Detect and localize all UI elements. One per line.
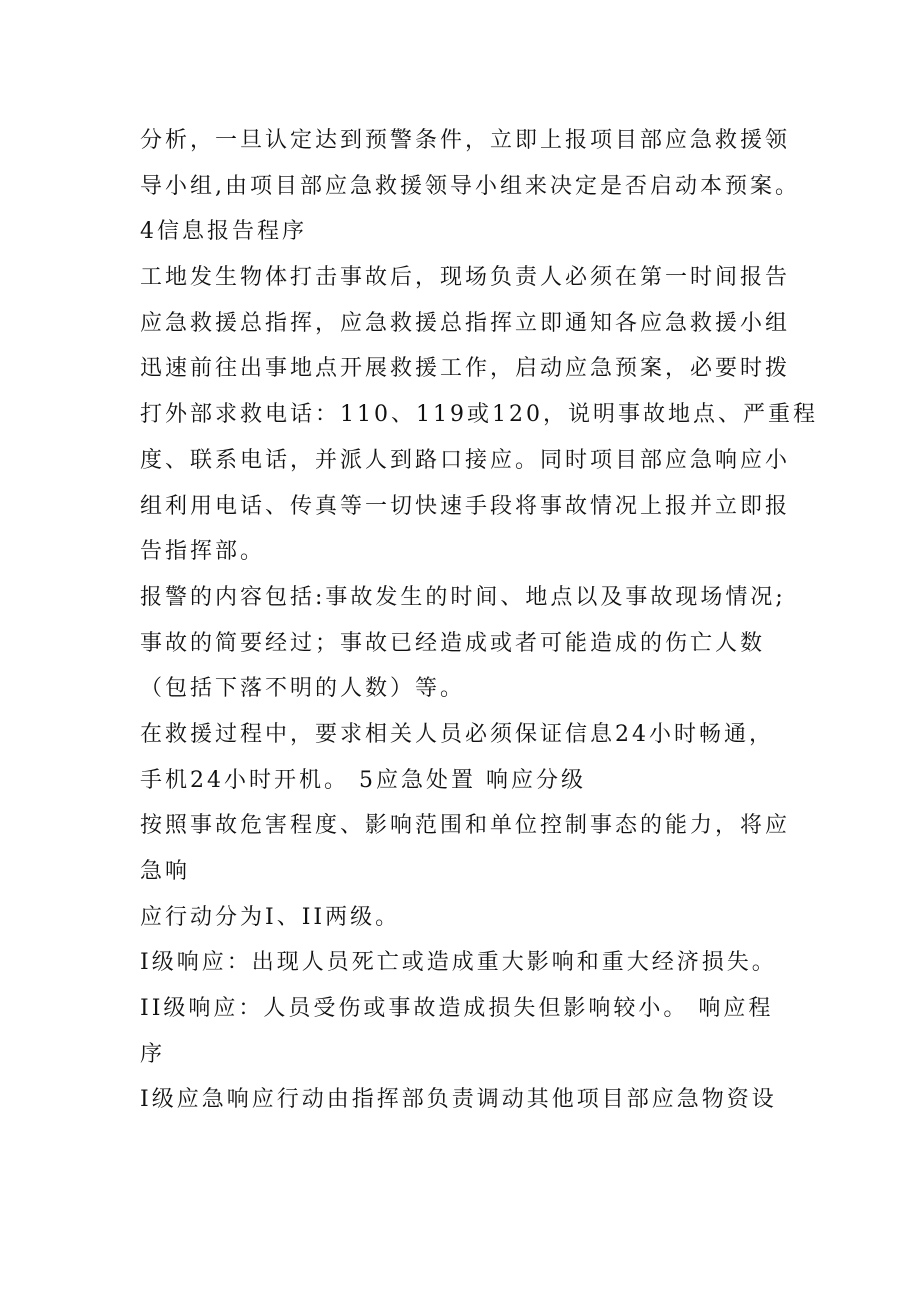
text-line: 按照事故危害程度、影响范围和单位控制事态的能力，将应	[140, 813, 791, 839]
text-line: 导小组,由项目部应急救援领导小组来决定是否启动本预案。	[140, 173, 800, 199]
text-line: 手机24小时开机。 5应急处置 响应分级	[140, 767, 586, 793]
text-line: I级应急响应行动由指挥部负责调动其他项目部应急物资设	[140, 1087, 777, 1113]
text-line: （包括下落不明的人数）等。	[140, 676, 466, 702]
document-body	[140, 118, 820, 1123]
text-line: 分析，一旦认定达到预警条件，立即上报项目部应急救援领	[140, 128, 791, 153]
text-line: 事故的简要经过；事故已经造成或者可能造成的伤亡人数	[140, 630, 766, 656]
text-line: 工地发生物体打击事故后，现场负责人必须在第一时间报告	[140, 265, 791, 291]
text-line: 应急救援总指挥，应急救援总指挥立即通知各应急救援小组	[140, 310, 791, 336]
text-line: 打外部求救电话：110、119或120，说明事故地点、严重程	[140, 402, 818, 428]
text-line: 在救援过程中，要求相关人员必须保证信息24小时畅通，	[140, 721, 774, 747]
text-line: 报警的内容包括:事故发生的时间、地点以及事故现场情况;	[140, 584, 786, 610]
text-line: Ⅰ级响应：出现人员死亡或造成重大影响和重大经济损失。	[140, 950, 777, 976]
section-heading: 4信息报告程序	[140, 219, 307, 245]
text-line: 应行动分为I、II两级。	[140, 904, 401, 930]
text-line: 告指挥部。	[140, 539, 266, 565]
text-line: 迅速前往出事地点开展救援工作，启动应急预案，必要时拨	[140, 356, 791, 382]
text-line: 组利用电话、传真等一切快速手段将事故情况上报并立即报	[140, 493, 791, 519]
text-line: 度、联系电话，并派人到路口接应。同时项目部应急响应小	[140, 447, 791, 473]
text-line: 序	[140, 1041, 166, 1067]
text-line: II级响应：人员受伤或事故造成损失但影响较小。 响应程	[140, 996, 774, 1022]
text-line: 急响	[140, 859, 191, 884]
